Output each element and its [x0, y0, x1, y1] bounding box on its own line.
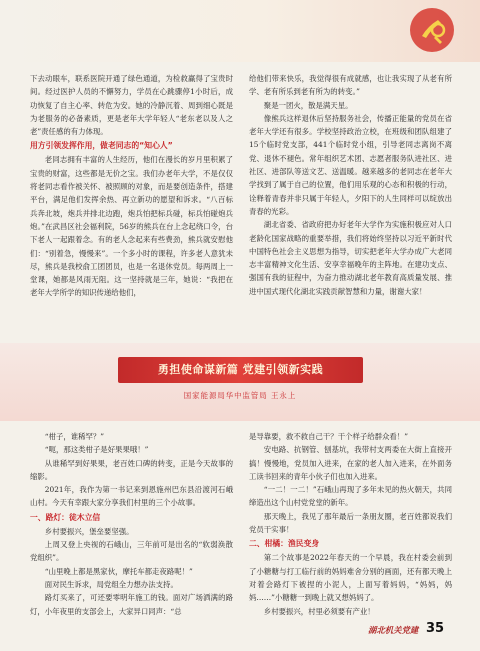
paragraph: 面对民生诉求，局党组全力想办法支持。	[44, 579, 178, 589]
section-banner	[0, 343, 480, 421]
article-column-right-bottom	[249, 430, 452, 618]
top-band	[0, 0, 480, 62]
paragraph: 那天晚上，我见了那年最后一条朋友圈，老百姓都说我们党员干实事！	[249, 511, 452, 535]
section-heading: 一、路灯：徒木立信	[30, 512, 101, 522]
paragraph: 是导靠要，救不救自己干？干个样子给群众看！”	[249, 432, 408, 441]
paragraph: “一二！一二！”石峨山再现了多年未见的热火朝天，共同缔造出这个山村党党堂的新年。	[249, 485, 452, 508]
paragraph: 湖北省委、省政府把办好老年大学作为实施积极应对人口老龄化国家战略的重要举措，我们将始终坚持以习近平新时代中国特色社会主义思想为指导，切实把老年大学办成广大老同志丰富精神文化生活、安享幸福晚年的主阵地。在建功支点、强国有我的征程中，为奋力推动湖北老年教育高质量发展、推进中国式现代化湖北实践贡献智慧和力量，谢谢大家！	[249, 220, 452, 296]
section-heading: 二、柑橘：渔民变身	[249, 539, 320, 549]
paragraph: 乡村要振兴，村里必须要有产业！	[263, 606, 375, 616]
paragraph: “呃，那这类柑子是好果果哦！”	[44, 445, 149, 455]
paragraph: 从谁稀罕到好果果，老百姓口碑的转变，正是今天故事的缩影。	[30, 458, 233, 481]
paragraph: 老同志拥有丰富的人生经历，他们在漫长的岁月里积累了宝贵的财富，这些都是无价之宝。我们办老年大学，不是仅仅将老同志看作被关怀、被照顾的对象，而是要创造条件，搭建平台，满足他们发挥余热、再立新功的愿望和诉求。“八百标兵奔北坡，炮兵并排北边跑，炮兵怕把标兵碰，标兵怕碰炮兵炮。”在武昌区社会福利院，56岁的熊兵在台上念起绕口令，台下老人一起跟着念。有的老人念起来有些费劲，熊兵就安慰他们：“别着急，慢慢来”。一个多小时的课程，许多老人意犹未尽，熊兵是我校俞工团团员，也是一名退休党员。每两周上一堂课，她都是风雨无阻。这一坚持就是三年，她说：“我把在老年大学所学的知识传递给他们，	[30, 155, 233, 298]
paragraph: “山里晚上都是黑家伙，摩托车都走夜路呢！”	[44, 566, 193, 576]
paragraph: 像熊兵这样退休后坚持服务社会，传播正能量的党员在省老年大学还有很多。学校坚持政治立校，在班级和团队组建了15个临时党支部，441个临时党小组，引导老同志离岗不离党、退休不褪色。常年组织艺术团、志愿者服务队进社区、进社区、进部队等送文艺、送温暖。越来越多的老同志在老年大学找到了属于自己的位置，他们用乐观的心态和积极的行动，诠释着青春并非只属于年轻人，夕阳下的人生同样可以绽放出青春的光彩。	[249, 113, 452, 216]
page-number: 35	[426, 621, 445, 636]
banner-subtitle: 国家能源局华中监管局 王永上	[183, 391, 297, 400]
paragraph: 安电路、抗钢管、刨基坑，我带村支两委在大街上直接开搞！慢慢地，党员加入进来，在家的老人加入进来，在外面务工读书回来的青年小伙子们也加入进来。	[249, 445, 452, 481]
party-emblem-icon	[408, 6, 456, 54]
publication-tag: 湖北机关党建	[368, 625, 419, 635]
paragraph: 聚是一团火，散是满天星。	[263, 100, 353, 110]
article-column-left-top	[30, 72, 233, 300]
paragraph: “柑子，谁稀罕？”	[44, 432, 105, 441]
paragraph: 乡村要振兴，堡垒要坚强。	[44, 526, 134, 536]
paragraph: 下去动眼车，联系医院开通了绿色通道，为检救赢得了宝贵时间。经过医护人员的不懈努力，学员在心跳骤停1小时后，成功恢复了自主心率、转危为安。她的冷静沉着、周到细心既是为老服务的必备素质，更是老年大学年轻人“老东老以及人之老”责任感的有力体现。	[30, 74, 233, 137]
paragraph: 第二个故事是2022年春天的一个早晨，我在村委会前到了小糖糖与打工临行前的妈妈难舍分别的画面，还有都天晚上对着会路灯下被捏的小泥人，上面写着妈妈，“妈妈，妈妈……”小糖糖一到晚上就又想妈妈了。	[249, 553, 452, 603]
section-heading: 用方引领发挥作用，做老同志的“知心人”	[30, 141, 173, 151]
paragraph: 2021年，我作为第一书记来到恩施州巴东县沿渡河石峨山村。今天有幸跟大家分享我们村里的三个小故事。	[30, 485, 233, 508]
article-column-right-top	[249, 72, 452, 298]
paragraph: 路灯买来了，可还要零明年施工的钱。面对广场洒满的路灯，小年夜里的支部会上，大家异口同声：“总	[30, 593, 233, 616]
article-column-left-bottom	[30, 430, 233, 618]
banner-title: 勇担使命谋新篇 党建引领新实践	[157, 363, 324, 376]
paragraph: 给他们带来快乐，我觉得很有成就感，也让我实现了从老有所学、老有所乐到老有所为的转变。”	[249, 74, 452, 97]
paragraph: 上周又登上央视的石峨山，三年前可是出名的“软弱涣散党组织”。	[30, 540, 233, 563]
